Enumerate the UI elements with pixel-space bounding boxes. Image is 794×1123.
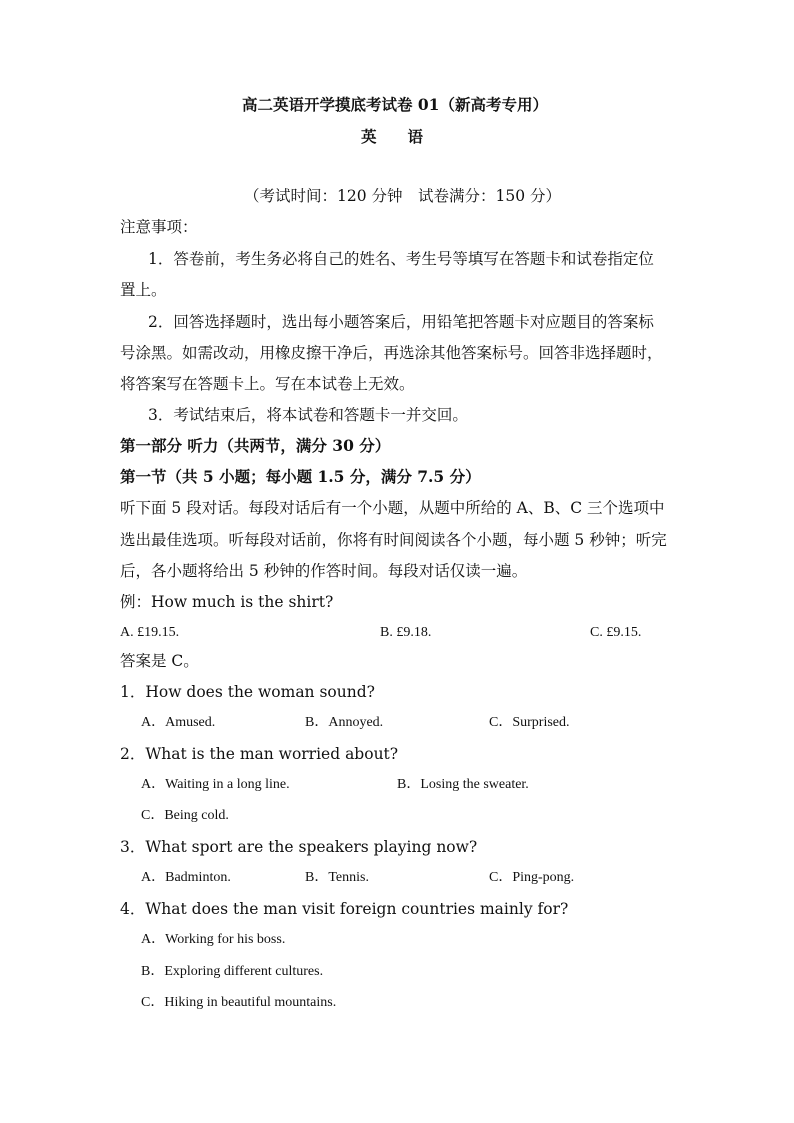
question-1-option-a: A．Amused. <box>141 715 216 730</box>
note-item-2-line-3: 将答案写在答题卡上。写在本试卷上无效。 <box>120 375 415 393</box>
question-2-option-a: A．Waiting in a long line. <box>141 777 290 792</box>
example-option-c: C. £9.15. <box>590 625 642 640</box>
example-option-a: A. £19.15. <box>120 625 180 640</box>
question-2-option-b: B．Losing the sweater. <box>397 777 529 792</box>
question-2-stem: 2．What is the man worried about? <box>120 745 399 763</box>
question-1-option-b: B．Annoyed. <box>305 715 384 730</box>
example-answer: 答案是 C。 <box>120 652 199 670</box>
note-item-3: 3．考试结束后，将本试卷和答题卡一并交回。 <box>148 406 468 424</box>
instructions-line-1: 听下面 5 段对话。每段对话后有一个小题，从题中所给的 A、B、C 三个选项中 <box>120 499 665 517</box>
question-3-stem: 3．What sport are the speakers playing now? <box>120 838 478 856</box>
question-4-option-a: A．Working for his boss. <box>141 932 286 947</box>
exam-info: （考试时间：120 分钟 试卷满分：150 分） <box>244 187 562 205</box>
section1-heading: 第一节（共 5 小题；每小题 1.5 分，满分 7.5 分） <box>120 467 481 486</box>
question-3-option-c: C．Ping-pong. <box>489 870 575 885</box>
subject-title: 英 语 <box>361 127 424 146</box>
question-1-option-c: C．Surprised. <box>489 715 570 730</box>
question-4-option-c: C．Hiking in beautiful mountains. <box>141 995 337 1010</box>
note-item-2-line-1: 2．回答选择题时，选出每小题答案后，用铅笔把答题卡对应题目的答案标 <box>148 313 654 331</box>
exam-title: 高二英语开学摸底考试卷 01（新高考专用） <box>242 95 548 114</box>
note-item-1-line-1: 1．答卷前，考生务必将自己的姓名、考生号等填写在答题卡和试卷指定位 <box>148 250 654 268</box>
notes-heading: 注意事项： <box>120 218 198 236</box>
instructions-line-2: 选出最佳选项。听每段对话前，你将有时间阅读各个小题，每小题 5 秒钟；听完 <box>120 531 667 549</box>
example-option-b: B. £9.18. <box>380 625 432 640</box>
note-item-1-line-2: 置上。 <box>120 281 167 299</box>
question-4-option-b: B．Exploring different cultures. <box>141 964 324 979</box>
question-3-option-a: A．Badminton. <box>141 870 231 885</box>
example-question: 例：How much is the shirt? <box>120 593 334 611</box>
instructions-line-3: 后，各小题将给出 5 秒钟的作答时间。每段对话仅读一遍。 <box>120 562 528 580</box>
question-1-stem: 1．How does the woman sound? <box>120 683 375 701</box>
question-4-stem: 4．What does the man visit foreign countries mainly for? <box>120 900 569 918</box>
question-2-option-c: C．Being cold. <box>141 808 229 823</box>
question-3-option-b: B．Tennis. <box>305 870 369 885</box>
note-item-2-line-2: 号涂黑。如需改动，用橡皮擦干净后，再选涂其他答案标号。回答非选择题时， <box>120 344 663 362</box>
part1-heading: 第一部分 听力（共两节，满分 30 分） <box>120 436 391 455</box>
